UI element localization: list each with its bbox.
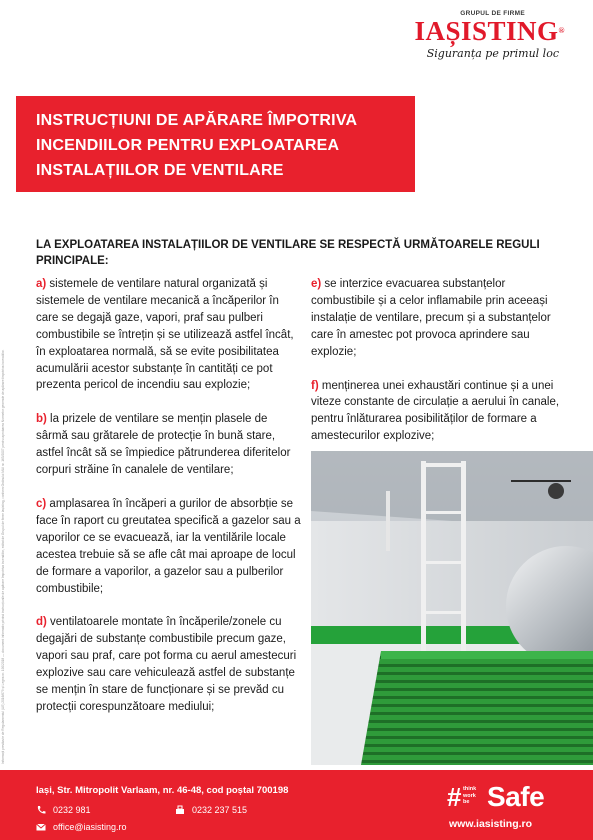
think-word: think — [463, 786, 477, 792]
rules-intro-heading: LA EXPLOATAREA INSTALAȚIILOR DE VENTILARE SE RESPECTĂ URMĂTOARELE REGULI PRINCIPALE: — [36, 239, 540, 267]
title-line-1: INSTRUCȚIUNI DE APĂRARE ÎMPOTRIVA — [36, 112, 358, 129]
title-line-2: INCENDIILOR PENTRU EXPLOATAREA — [36, 137, 340, 154]
rule-letter: d) — [36, 616, 47, 629]
rule-c — [36, 496, 302, 597]
logo-wordmark — [395, 17, 565, 45]
safe-word: Safe — [487, 781, 545, 812]
think-work-be-stack — [463, 786, 476, 806]
hash-symbol: # — [447, 782, 462, 812]
rule-text: menținerea unei exhaustări continue și a unei viteze constante de circulație a aerului în canale, pentru înlăturarea posibilităților de formare a amestecurilor explozive; — [311, 379, 560, 443]
rule-e — [311, 276, 569, 361]
footer-address: Iași, Str. Mitropolit Varlaam, nr. 46-48, cod poștal 700198 — [36, 785, 289, 796]
legal-disclaimer-text: Informații prevăzute de Regulamentul (UE) 2016/679 și Legea nr. 190/2018 — document informativ privind instrucțiunile de apărare împotriva incendiilor, editat de Grupul de firme Iașisting, conform Ordinului MAI nr. 163/2007 pentru aprobarea Normelor generale de apărare împotriva incendiilor. — [1, 349, 5, 764]
rule-text: ventilatoarele montate în încăperile/zonele cu degajări de substanțe combustibile precum gaze, vapori sau praf, care pot forma cu aerul amestecuri explozive sau care vehiculează astfel de substanțe se mențin în stare de funcționare și se prevăd cu protecții corespunzătoare mediului; — [36, 616, 297, 713]
company-logo — [395, 10, 565, 60]
rule-letter: c) — [36, 497, 47, 510]
registered-mark: ® — [558, 26, 565, 35]
rule-text: la prizele de ventilare se mențin plasele de sârmă sau grătarele de protecție în bună stare, astfel încât să se împiedice pătrunderea diferitelor corpuri străine în canalele de ventilare; — [36, 413, 291, 477]
contact-phone[interactable] — [36, 805, 91, 815]
fax-icon — [175, 805, 185, 815]
website-link[interactable]: www.iasisting.ro — [449, 818, 533, 830]
rule-text: se interzice evacuarea substanțelor combustibile și a celor inflamabile prin aceeași instalație de ventilare, precum și a substanțelor care în amestec pot provoca aprindere sau explozie; — [311, 278, 551, 358]
be-word: be — [463, 799, 470, 805]
phone-number: 0232 981 — [53, 805, 91, 815]
rule-a — [36, 276, 302, 394]
rules-column-left — [36, 276, 302, 733]
logo-tagline: Siguranța pe primul loc — [426, 47, 559, 60]
email-icon — [36, 822, 46, 832]
rule-text: sistemele de ventilare natural organizată și sistemele de ventilare mecanică a încăperilor în care se degajă gaze, vapori, praf sau pulberi combustibile se întrețin și se utilizează astfel încât, în exploatarea normală, să se evite posibilitatea acumulării acestor substanțe în cantități ce pot prezenta pericol de incendiu sau explozie; — [36, 278, 294, 392]
page-title — [36, 108, 415, 183]
rooftop-illustration — [311, 451, 593, 765]
footer-bar — [0, 770, 593, 840]
work-word: work — [463, 792, 476, 799]
contact-email[interactable] — [36, 822, 127, 832]
rule-f — [311, 378, 569, 446]
logo-name-text: IAȘISTING — [414, 16, 559, 46]
logo-group-label: GRUPUL DE FIRME — [460, 10, 525, 17]
email-address: office@iasisting.ro — [53, 822, 127, 832]
legal-disclaimer-strip — [0, 0, 14, 770]
fax-number: 0232 237 515 — [192, 805, 248, 815]
think-work-be-safe-brand — [447, 782, 567, 836]
title-banner — [16, 96, 415, 192]
title-line-3: INSTALAȚIILOR DE VENTILARE — [36, 162, 284, 179]
rule-letter: b) — [36, 413, 47, 426]
rule-d — [36, 614, 302, 715]
rule-b — [36, 411, 302, 479]
ventilation-rooftop-photo — [311, 451, 593, 765]
rule-text: amplasarea în încăperi a gurilor de absorbție se face în raport cu greutatea specifică a gazelor sau a vaporilor ce se evacuează, iar la ventilările locale acestea trebuie să se afle cât mai aproape de locul de formare a vaporilor, a gazelor sau a pulberilor combustibile; — [36, 497, 301, 595]
rules-column-right — [311, 276, 569, 462]
rule-letter: e) — [311, 278, 322, 290]
contact-fax[interactable] — [175, 805, 247, 815]
rule-letter: f) — [311, 379, 319, 392]
rule-letter: a) — [36, 278, 47, 290]
phone-icon — [36, 805, 46, 815]
